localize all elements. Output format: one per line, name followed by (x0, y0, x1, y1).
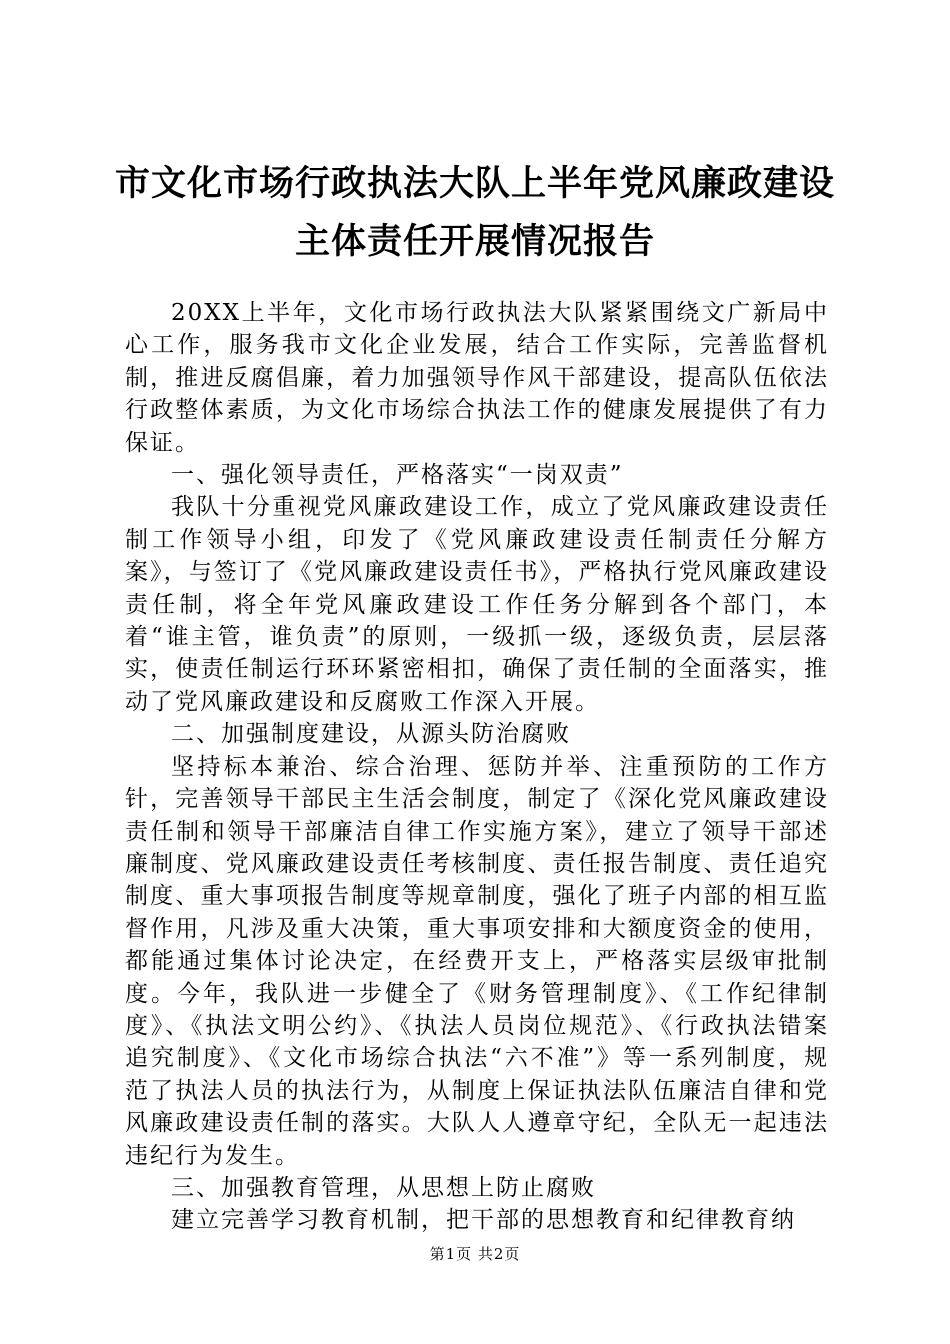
section-3-paragraph: 建立完善学习教育机制，把干部的思想教育和纪律教育纳 (171, 1207, 796, 1234)
section-heading-3: 三、加强教育管理，从思想上防止腐败 (171, 1174, 596, 1201)
section-heading-2: 二、加强制度建设，从源头防治腐败 (171, 721, 571, 748)
section-2-paragraph: 坚持标本兼治、综合治理、惩防并举、注重预防的工作方针，完善领导干部民主生活会制度，制定了《深化党风廉政建设责任制和领导干部廉洁自律工作实施方案》，建立了领导干部述廉制度、党风廉政建设责任考核制度、责任报告制度、责任追究制度、重大事项报告制度等规章制度，强化了班子内部的相互监督作用，凡涉及重大决策，重大事项安排和大额度资金的使用，都能通过集体讨论决定，在经费开支上，严格落实层级审批制度。今年，我队进一步健全了《财务管理制度》、《工作纪律制度》、《执法文明公约》、《执法人员岗位规范》、《行政执法错案追究制度》、《文化市场综合执法“六不准”》等一系列制度，规范了执法人员的执法行为，从制度上保证执法队伍廉洁自律和党风廉政建设责任制的落实。大队人人遵章守纪，全队无一起违法违纪行为发生。 (125, 753, 829, 1169)
document-title-line-1: 市文化市场行政执法大队上半年党风廉政建设 (115, 164, 836, 204)
document-body (125, 297, 829, 1237)
section-1-paragraph: 我队十分重视党风廉政建设工作，成立了党风廉政建设责任制工作领导小组，印发了《党风廉政建设责任制责任分解方案》，与签订了《党风廉政建设责任书》，严格执行党风廉政建设责任制，将全年党风廉政建设工作任务分解到各个部门，本着“谁主管，谁负责”的原则，一级抓一级，逐级负责，层层落实，使责任制运行环环紧密相扣，确保了责任制的全面落实，推动了党风廉政建设和反腐败工作深入开展。 (125, 494, 829, 715)
section-heading-1: 一、强化领导责任，严格落实“一岗双责” (171, 462, 624, 489)
document-title-line-2: 主体责任开展情况报告 (294, 222, 655, 262)
intro-paragraph: 20XX上半年，文化市场行政执法大队紧紧围绕文广新局中心工作，服务我市文化企业发展，结合工作实际，完善监督机制，推进反腐倡廉，着力加强领导作风干部建设，提高队伍依法行政整体素质，为文化市场综合执法工作的健康发展提供了有力保证。 (125, 300, 829, 456)
page-number-footer: 第1页 共2页 (429, 1245, 521, 1263)
